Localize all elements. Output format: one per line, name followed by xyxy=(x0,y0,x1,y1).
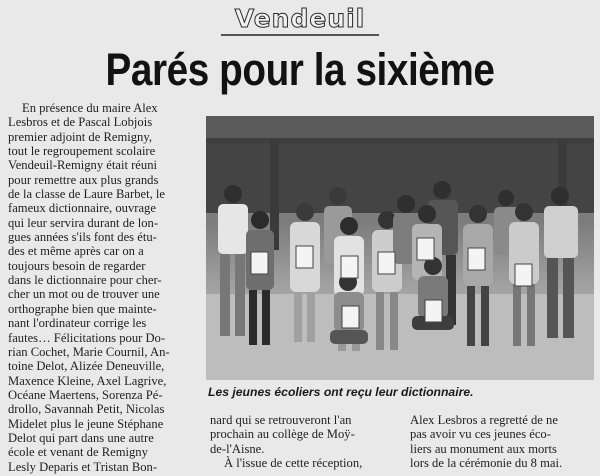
text-line: Maxence Kleine, Axel Lagrive, xyxy=(8,373,167,388)
article-column-left xyxy=(8,101,196,474)
text-line: de la classe de Laure Barbet, le xyxy=(8,187,165,202)
text-line: nard qui se retrouveront l'an xyxy=(210,413,352,427)
text-line: En présence du maire Alex xyxy=(22,101,158,115)
text-line: qui leur servira durant de lon- xyxy=(8,215,159,230)
text-line: Lesbros et de Pascal Lobjois xyxy=(8,115,153,130)
text-line: Océane Maertens, Sorenza Pé- xyxy=(8,387,163,402)
text-line: lors de la cérémonie du 8 mai. xyxy=(410,456,563,471)
text-line: fautes… Félicitations pour Do- xyxy=(8,330,166,345)
text-line: liers au monument aux morts xyxy=(410,441,557,456)
text-line: Vendeuil-Remigny était réuni xyxy=(8,158,157,173)
text-line: dans le dictionnaire pour cher- xyxy=(8,273,162,288)
group-photo xyxy=(206,116,594,380)
text-line: école et venant de Remigny xyxy=(8,445,148,460)
text-line: drollo, Savannah Petit, Nicolas xyxy=(8,402,165,417)
section-kicker xyxy=(0,4,600,36)
text-line: fameux dictionnaire, ouvrage xyxy=(8,201,156,216)
text-line: nant l'ordinateur corrige les xyxy=(8,316,147,331)
text-line: Alex Lesbros a regretté de ne xyxy=(410,413,558,427)
text-line: orthographe bien que mainte- xyxy=(8,301,157,316)
photo-caption: Les jeunes écoliers ont reçu leur dictionnaire. xyxy=(208,385,474,399)
text-line: des et même après car on a xyxy=(8,244,144,259)
article-column-middle xyxy=(210,413,398,470)
text-line: Delot qui part dans une autre xyxy=(8,430,154,445)
text-line: pas avoir vu ces jeunes éco- xyxy=(410,427,551,442)
text-line: pour remettre aux plus grands xyxy=(8,172,159,187)
text-line: premier adjoint de Remigny, xyxy=(8,129,152,144)
kicker-text: Vendeuil xyxy=(221,4,380,36)
text-line: toujours besoin de regarder xyxy=(8,258,146,273)
text-line: tout le regroupement scolaire xyxy=(8,144,156,159)
group-photo-illustration xyxy=(206,116,594,380)
text-line: de-l'Aisne. xyxy=(210,441,265,456)
text-line: rian Cochet, Marie Cournil, An- xyxy=(8,344,170,359)
text-line: prochain au collège de Moÿ- xyxy=(210,427,355,442)
text-line: Lesly Deparis et Tristan Bon- xyxy=(8,459,158,474)
text-line: Midelet plus le jeune Stéphane xyxy=(8,416,164,431)
text-line: cher un mot ou de trouver une xyxy=(8,287,160,302)
headline: Parés pour la sixième xyxy=(105,44,495,95)
text-line: À l'issue de cette réception, xyxy=(224,456,363,471)
article-column-right xyxy=(410,413,594,470)
text-line: gues années s'ils font des étu- xyxy=(8,230,157,245)
text-line: toine Delot, Alizée Deneuville, xyxy=(8,359,165,374)
